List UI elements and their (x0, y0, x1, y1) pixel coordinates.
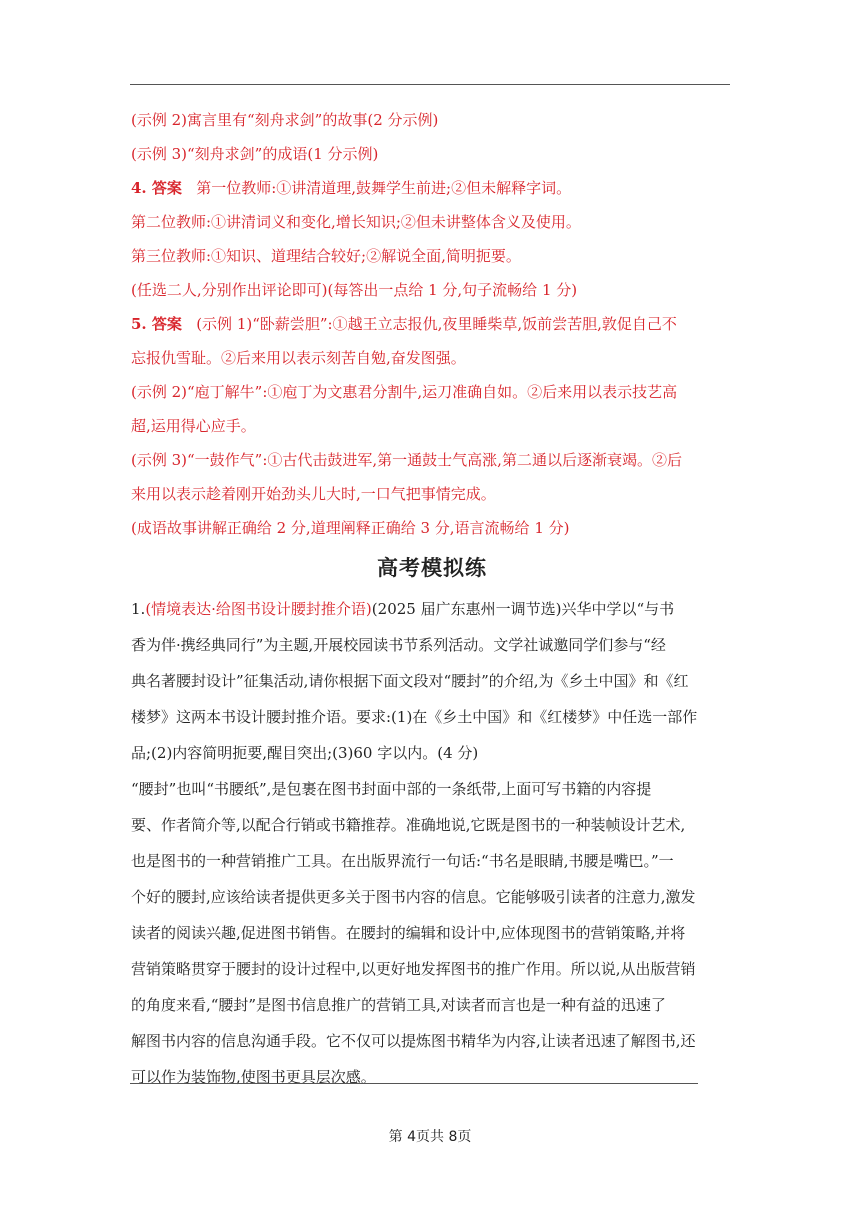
q4-answer-line: (任选二人,分别作出评论即可)(每答出一点给 1 分,句子流畅给 1 分) (131, 281, 578, 299)
q5-answer-line: (示例 3)“一鼓作气”:①古代击鼓进军,第一通鼓士气高涨,第二通以后逐渐衰竭。②后 (131, 451, 682, 469)
question-line (131, 591, 733, 627)
q5-answer-line (131, 307, 733, 341)
answer-line: (示例 3)“刻舟求剑”的成语(1 分示例) (131, 145, 379, 163)
passage-line: 营销策略贯穿于腰封的设计过程中,以更好地发挥图书的推广作用。所以说,从出版营销 (131, 960, 696, 978)
page-content (131, 103, 733, 1095)
passage-line: 的角度来看,“腰封”是图书信息推广的营销工具,对读者而言也是一种有益的迅速了 (131, 996, 666, 1014)
question-line: 香为伴·携经典同行”为主题,开展校园读书节系列活动。文学社诚邀同学们参与“经 (131, 636, 666, 654)
passage-line: 读者的阅读兴趣,促进图书销售。在腰封的编辑和设计中,应体现图书的营销策略,并将 (131, 924, 686, 942)
reading-passage (131, 771, 733, 1095)
q4-answer-line: 第三位教师:①知识、道理结合较好;②解说全面,简明扼要。 (131, 247, 521, 265)
page-number: 第 4页共 8页 (388, 1129, 472, 1145)
passage-line: “腰封”也叫“书腰纸”,是包裹在图书封面中部的一条纸带,上面可写书籍的内容提 (131, 780, 652, 798)
top-rule (130, 84, 730, 85)
question-tag: (情境表达·给图书设计腰封推介语) (145, 600, 372, 618)
passage-line: 个好的腰封,应该给读者提供更多关于图书内容的信息。它能够吸引读者的注意力,激发 (131, 888, 696, 906)
q5-answer-label: 5. 答案 (131, 315, 182, 333)
q5-answer-line: 超,运用得心应手。 (131, 417, 256, 435)
bottom-rule (130, 1083, 698, 1084)
section-title: 高考模拟练 (377, 556, 487, 580)
q5-answer-line: (成语故事讲解正确给 2 分,道理阐释正确给 3 分,语言流畅给 1 分) (131, 519, 570, 537)
passage-line: 可以作为装饰物,使图书更具层次感。 (131, 1068, 376, 1086)
q4-answer-line: 第二位教师:①讲清词义和变化,增长知识;②但未讲整体含义及使用。 (131, 213, 581, 231)
question-number: 1. (131, 600, 146, 618)
answers-section (131, 103, 733, 545)
question-line: 品;(2)内容简明扼要,醒目突出;(3)60 字以内。(4 分) (131, 744, 479, 762)
q5-answer-text: (示例 1)“卧薪尝胆”:①越王立志报仇,夜里睡柴草,饭前尝苦胆,敦促自己不 (196, 315, 677, 333)
passage-line: 也是图书的一种营销推广工具。在出版界流行一句话:“书名是眼睛,书腰是嘴巴。”一 (131, 852, 674, 870)
q5-answer-line: 来用以表示趁着刚开始劲头儿大时,一口气把事情完成。 (131, 485, 496, 503)
q4-answer-text: 第一位教师:①讲清道理,鼓舞学生前进;②但未解释字词。 (196, 179, 572, 197)
q5-answer-line: 忘报仇雪耻。②后来用以表示刻苦自勉,奋发图强。 (131, 349, 466, 367)
passage-line: 解图书内容的信息沟通手段。它不仅可以提炼图书精华为内容,让读者迅速了解图书,还 (131, 1032, 696, 1050)
question-line: 典名著腰封设计”征集活动,请你根据下面文段对“腰封”的介绍,为《乡土中国》和《红 (131, 672, 689, 690)
q4-answer-line (131, 171, 733, 205)
question-1 (131, 591, 733, 771)
passage-line: 要、作者简介等,以配合行销或书籍推荐。准确地说,它既是图书的一种装帧设计艺术, (131, 816, 686, 834)
question-line: 楼梦》这两本书设计腰封推介语。要求:(1)在《乡土中国》和《红楼梦》中任选一部作 (131, 708, 698, 726)
question-text: (2025 届广东惠州一调节选)兴华中学以“与书 (371, 600, 675, 618)
answer-line: (示例 2)寓言里有“刻舟求剑”的故事(2 分示例) (131, 111, 439, 129)
q4-answer-label: 4. 答案 (131, 179, 182, 197)
q5-answer-line: (示例 2)“庖丁解牛”:①庖丁为文惠君分割牛,运刀准确自如。②后来用以表示技艺高 (131, 383, 678, 401)
